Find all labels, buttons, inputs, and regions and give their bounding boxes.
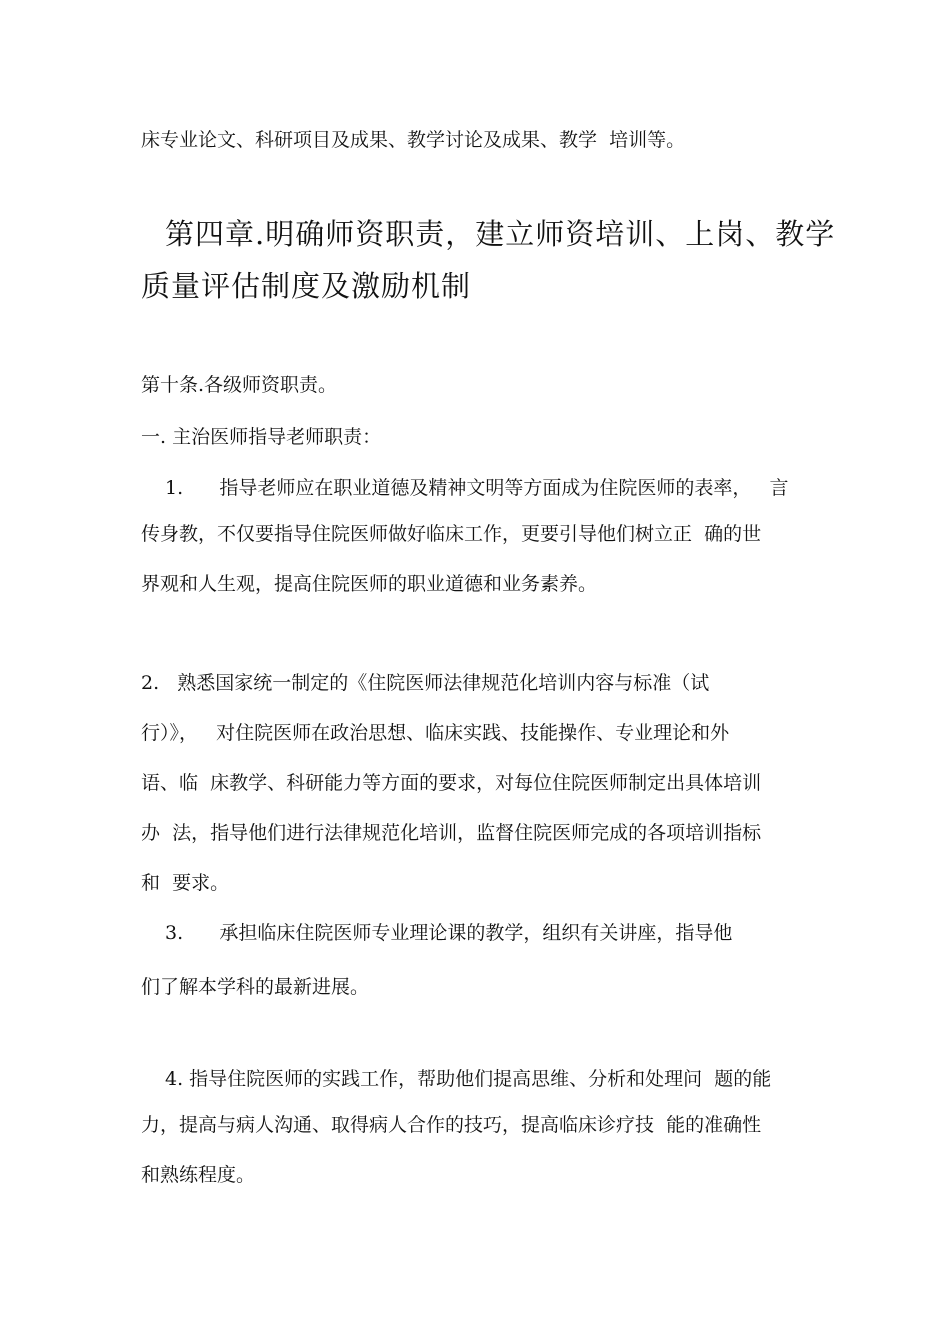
paragraph-line: 行）》， 对住院医师在政治思想、临床实践、技能操作、专业理论和外 [141,722,730,744]
paragraph-line: 办 法，指导他们进行法律规范化培训，监督住院医师完成的各项培训指标 [141,822,762,844]
paragraph-line: 和熟练程度。 [141,1164,256,1186]
paragraph-line: 2. 熟悉国家统一制定的《住院医师法律规范化培训内容与标准（试 [141,672,710,694]
paragraph-line: 语、临 床教学、科研能力等方面的要求，对每位住院医师制定出具体培训 [141,772,762,794]
paragraph-line: 传身教，不仅要指导住院医师做好临床工作，更要引导他们树立正 确的世 [141,523,762,545]
paragraph-line: 界观和人生观，提高住院医师的职业道德和业务素养。 [141,573,598,595]
continuation-text: 床专业论文、科研项目及成果、教学讨论及成果、教学 培训等。 [141,129,686,151]
paragraph-line: 3. 承担临床住院医师专业理论课的教学，组织有关讲座，指导他 [165,922,733,944]
paragraph-line: 1. 指导老师应在职业道德及精神文明等方面成为住院医师的表率， 言 [165,477,789,499]
paragraph-line: 们了解本学科的最新进展。 [141,976,370,998]
article-title: 第十条.各级师资职责。 [141,374,338,396]
paragraph-line: 和 要求。 [141,872,230,894]
paragraph-line: 4. 指导住院医师的实践工作，帮助他们提高思维、分析和处理问 题的能 [165,1068,772,1090]
paragraph-line: 力，提高与病人沟通、取得病人合作的技巧，提高临床诊疗技 能的准确性 [141,1114,762,1136]
section-title: 一. 主治医师指导老师职责： [141,426,382,448]
chapter-heading-line: 质量评估制度及激励机制 [141,269,472,303]
chapter-heading-line: 第四章.明确师资职责，建立师资培训、上岗、教学 [165,217,836,251]
